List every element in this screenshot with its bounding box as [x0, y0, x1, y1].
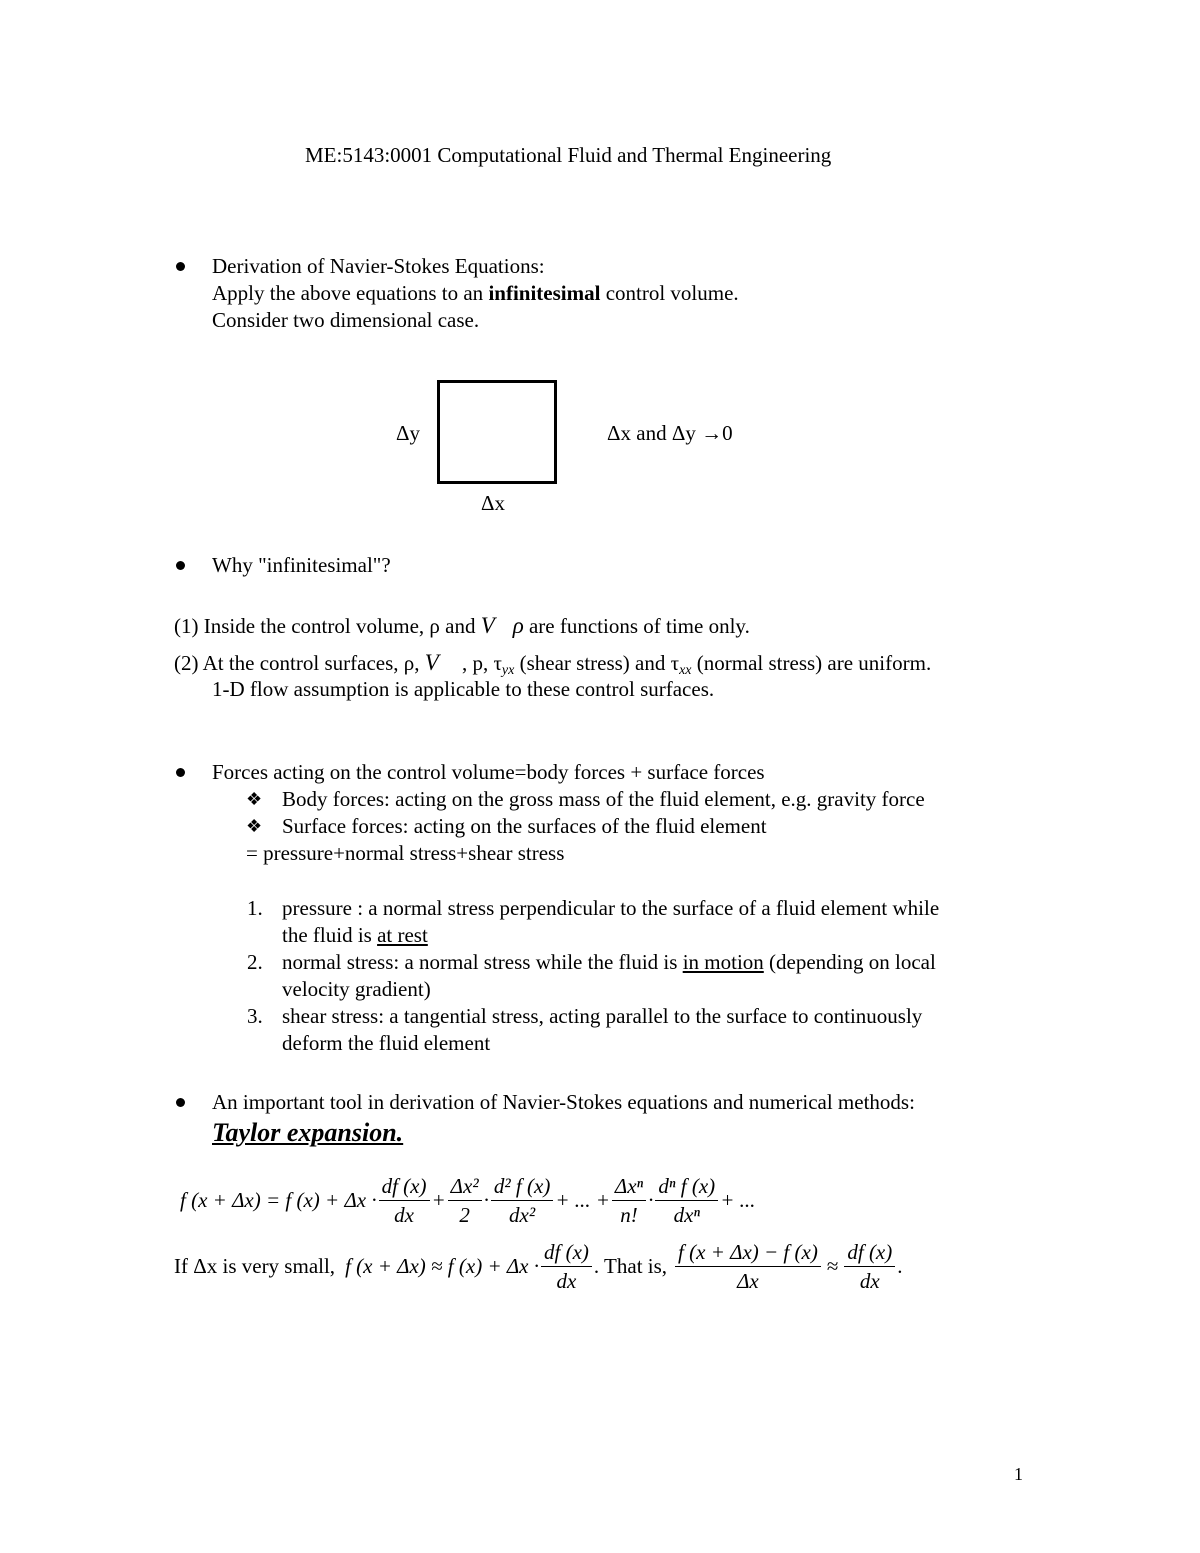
taylor-equation: [180, 1172, 755, 1229]
section2-title: Why "infinitesimal"?: [212, 553, 391, 577]
list-item-3-num: 3.: [247, 1004, 263, 1028]
approx-expr: f (x + Δx) ≈ f (x) + Δx ·: [345, 1254, 540, 1278]
fraction: $\frac{\text{d² f (x)}}{\text{dx²}}$: [491, 1172, 553, 1229]
list-item-1-line1: pressure : a normal stress perpendicular to the surface of a fluid element while: [282, 896, 940, 920]
list-item-3-line2: deform the fluid element: [282, 1031, 491, 1055]
list-item-2-line1: normal stress: a normal stress while the fluid is in motion (depending on local: [282, 950, 936, 974]
section1-line2-pre: Apply the above equations to an: [212, 281, 489, 305]
tau-yx: $\tau_{yx}$: [493, 651, 515, 678]
fraction: $\frac{df (x)}{dx}$: [541, 1238, 592, 1295]
fraction: $\frac{\text{dⁿ f (x)}}{\text{dxⁿ}}$: [655, 1172, 718, 1229]
bullet: [176, 561, 185, 570]
dot: ·: [483, 1188, 489, 1212]
item2-post: (normal stress) are uniform.: [691, 651, 932, 675]
list-item-3-line1: shear stress: a tangential stress, acting parallel to the surface to continuously: [282, 1004, 923, 1028]
control-volume-square: [437, 380, 557, 484]
fraction: $\frac{f (x + \Delta x) - f (x)}{\Delta x}$: [675, 1238, 821, 1295]
approx-that: . That is,: [593, 1254, 668, 1278]
bullet: [176, 262, 185, 271]
item2-mid1: , p,: [456, 651, 494, 675]
bullet: [176, 1098, 185, 1107]
section2-item2-line2: 1-D flow assumption is applicable to these control surfaces.: [212, 677, 715, 701]
page-number: 1: [1014, 1464, 1023, 1484]
approx-sign: ≈: [826, 1254, 839, 1278]
section1-line3: Consider two dimensional case.: [212, 308, 480, 332]
list-item-2-line2: velocity gradient): [282, 977, 431, 1001]
delta-x-label: Δx: [481, 491, 506, 515]
item1-post: are functions of time only.: [523, 614, 750, 638]
section3-sub2: Surface forces: acting on the surfaces of the fluid element: [282, 814, 767, 838]
fraction: $\frac{df (x)}{dx}$: [379, 1172, 430, 1229]
fraction: $\frac{\text{Δxⁿ}}{n!}$: [612, 1172, 646, 1229]
velocity-density-symbol: V⃗ρ: [480, 613, 524, 638]
approx-end: .: [897, 1254, 903, 1278]
dot: ·: [648, 1188, 654, 1212]
section4-title: An important tool in derivation of Navier-Stokes equations and numerical methods:: [212, 1090, 915, 1114]
item2-pre: (2) At the control surfaces, ρ,: [174, 651, 425, 675]
taylor-lhs: f (x + Δx) = f (x) + Δx ·: [180, 1188, 377, 1212]
page-title: ME:5143:0001 Computational Fluid and Thermal Engineering: [305, 143, 832, 167]
list-item-1-line2: the fluid is at rest: [282, 923, 428, 947]
section3-sub1: Body forces: acting on the gross mass of the fluid element, e.g. gravity force: [282, 787, 925, 811]
section1-line2-bold: infinitesimal: [488, 281, 601, 305]
approx-pre: If Δx is very small,: [174, 1254, 336, 1278]
list-item-2-num: 2.: [247, 950, 263, 974]
section1-line1: Derivation of Navier-Stokes Equations:: [212, 254, 545, 278]
fraction: $\frac{\text{Δx²}}{2}$: [448, 1172, 482, 1229]
item2-mid2: (shear stress) and: [514, 651, 671, 675]
section1-line2-post: control volume.: [600, 281, 739, 305]
section1-line2: [212, 280, 739, 307]
in-motion-underlined: in motion: [682, 950, 764, 974]
item1-pre: (1) Inside the control volume, ρ and: [174, 614, 481, 638]
at-rest-underlined: at rest: [377, 923, 428, 947]
tau-xx: $\tau_{xx}$: [670, 651, 692, 678]
plus: +: [431, 1188, 446, 1212]
diamond-bullet-icon: ❖: [246, 816, 263, 836]
limit-label: Δx and Δy →0: [607, 421, 733, 445]
section3-sub2-eq: = pressure+normal stress+shear stress: [246, 841, 565, 865]
approx-equation: [174, 1238, 903, 1295]
fraction: $\frac{df (x)}{dx}$: [844, 1238, 895, 1295]
section2-item1: [174, 612, 750, 640]
ellipsis-tail: + ...: [720, 1188, 756, 1212]
bullet: [176, 768, 185, 777]
section3-title: Forces acting on the control volume=body forces + surface forces: [212, 760, 765, 784]
list-item-1-num: 1.: [247, 896, 263, 920]
diamond-bullet-icon: ❖: [246, 789, 263, 809]
delta-y-label: Δy: [396, 421, 421, 445]
ellipsis-term: + ... +: [555, 1188, 610, 1212]
taylor-expansion-heading: Taylor expansion.: [212, 1118, 404, 1147]
velocity-symbol: V⃗: [424, 650, 457, 675]
